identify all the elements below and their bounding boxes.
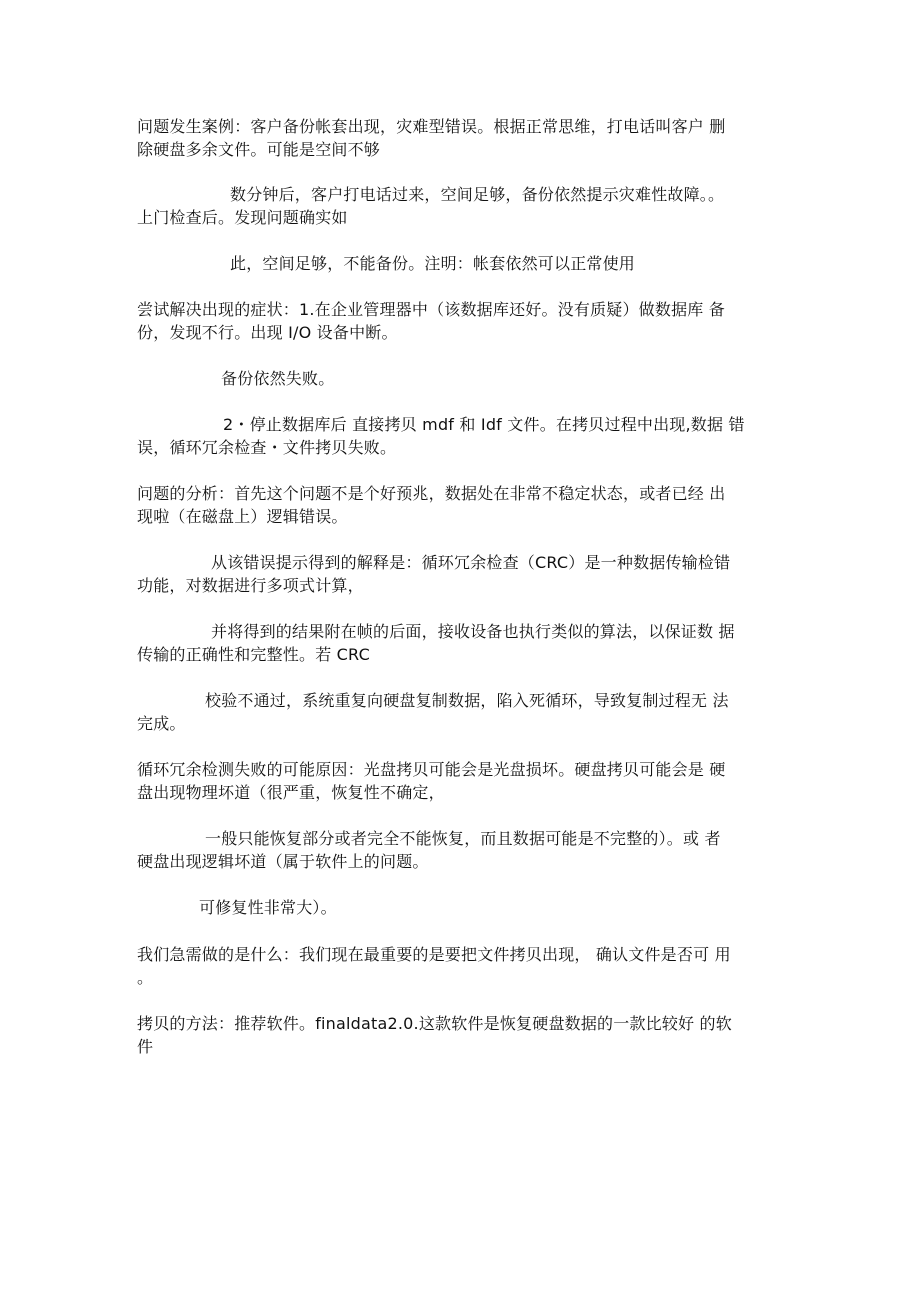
- text-line: 循环冗余检测失败的可能原因：光盘拷贝可能会是光盘损坏。硬盘拷贝可能会是 硬: [137, 760, 726, 779]
- paragraph-case: [137, 115, 782, 161]
- text-line: 备份依然失败。: [221, 369, 335, 388]
- text-line: 现啦（在磁盘上）逻辑错误。: [137, 507, 348, 526]
- text-line: 此，空间足够，不能备份。注明：帐套依然可以正常使用: [230, 254, 636, 273]
- text-line: 可修复性非常大）。: [199, 898, 337, 917]
- text-line: 拷贝的方法：推荐软件。finaldata2.0.这款软件是恢复硬盘数据的一款比较好 的软: [137, 1014, 732, 1033]
- paragraph-copy-method: [137, 1012, 782, 1058]
- text-line: 并将得到的结果附在帧的后面，接收设备也执行类似的算法，以保证数 据: [211, 622, 735, 641]
- text-line: 校验不通过，系统重复向硬盘复制数据，陷入死循环，导致复制过程无 法: [205, 691, 729, 710]
- paragraph-note: [137, 252, 782, 275]
- paragraph-backup-failed: [137, 367, 782, 390]
- text-line: 尝试解决出现的症状：1.在企业管理器中（该数据库还好。没有质疑）做数据库 备: [137, 300, 725, 319]
- paragraph-crc-append: [137, 620, 782, 666]
- text-line: 上门检查后。发现问题确实如: [137, 208, 348, 227]
- text-line: 问题发生案例：客户备份帐套出现，灾难型错误。根据正常思维，打电话叫客户 删: [137, 117, 726, 136]
- text-line: 误，循环冗余检查・文件拷贝失败。: [137, 438, 397, 457]
- paragraph-attempt-2: [137, 413, 782, 459]
- text-line: 功能，对数据进行多项式计算，: [137, 576, 364, 595]
- text-line: 数分钟后，客户打电话过来，空间足够，备份依然提示灾难性故障。。: [230, 185, 725, 204]
- paragraph-causes: [137, 758, 782, 804]
- paragraph-crc-explanation: [137, 551, 782, 597]
- text-line: 除硬盘多余文件。可能是空间不够: [137, 140, 381, 159]
- text-line: 一般只能恢复部分或者完全不能恢复，而且数据可能是不完整的）。或 者: [205, 829, 721, 848]
- paragraph-recovery: [137, 827, 782, 873]
- paragraph-urgent: [137, 943, 782, 989]
- text-line: 件: [137, 1037, 154, 1056]
- text-line: 2・停止数据库后 直接拷贝 mdf 和 Idf 文件。在拷贝过程中出现,数据 错: [223, 415, 745, 434]
- text-line: 从该错误提示得到的解释是：循环冗余检查（CRC）是一种数据传输检错: [211, 553, 731, 572]
- text-line: 份，发现不行。出现 I/O 设备中断。: [137, 323, 398, 342]
- text-line: 。: [137, 968, 154, 987]
- text-line: 问题的分析：首先这个问题不是个好预兆，数据处在非常不稳定状态，或者已经 出: [137, 484, 726, 503]
- paragraph-attempt-1: [137, 298, 782, 344]
- text-line: 传输的正确性和完整性。若 CRC: [137, 645, 370, 664]
- text-line: 硬盘出现逻辑坏道（属于软件上的问题。: [137, 852, 429, 871]
- paragraph-repairable: [137, 896, 782, 919]
- text-line: 盘出现物理坏道（很严重，恢复性不确定，: [137, 783, 445, 802]
- text-line: 完成。: [137, 714, 186, 733]
- text-line: 我们急需做的是什么：我们现在最重要的是要把文件拷贝出现， 确认文件是否可 用: [137, 945, 731, 964]
- paragraph-crc-fail: [137, 689, 782, 735]
- paragraph-followup: [137, 183, 782, 229]
- paragraph-analysis: [137, 482, 782, 528]
